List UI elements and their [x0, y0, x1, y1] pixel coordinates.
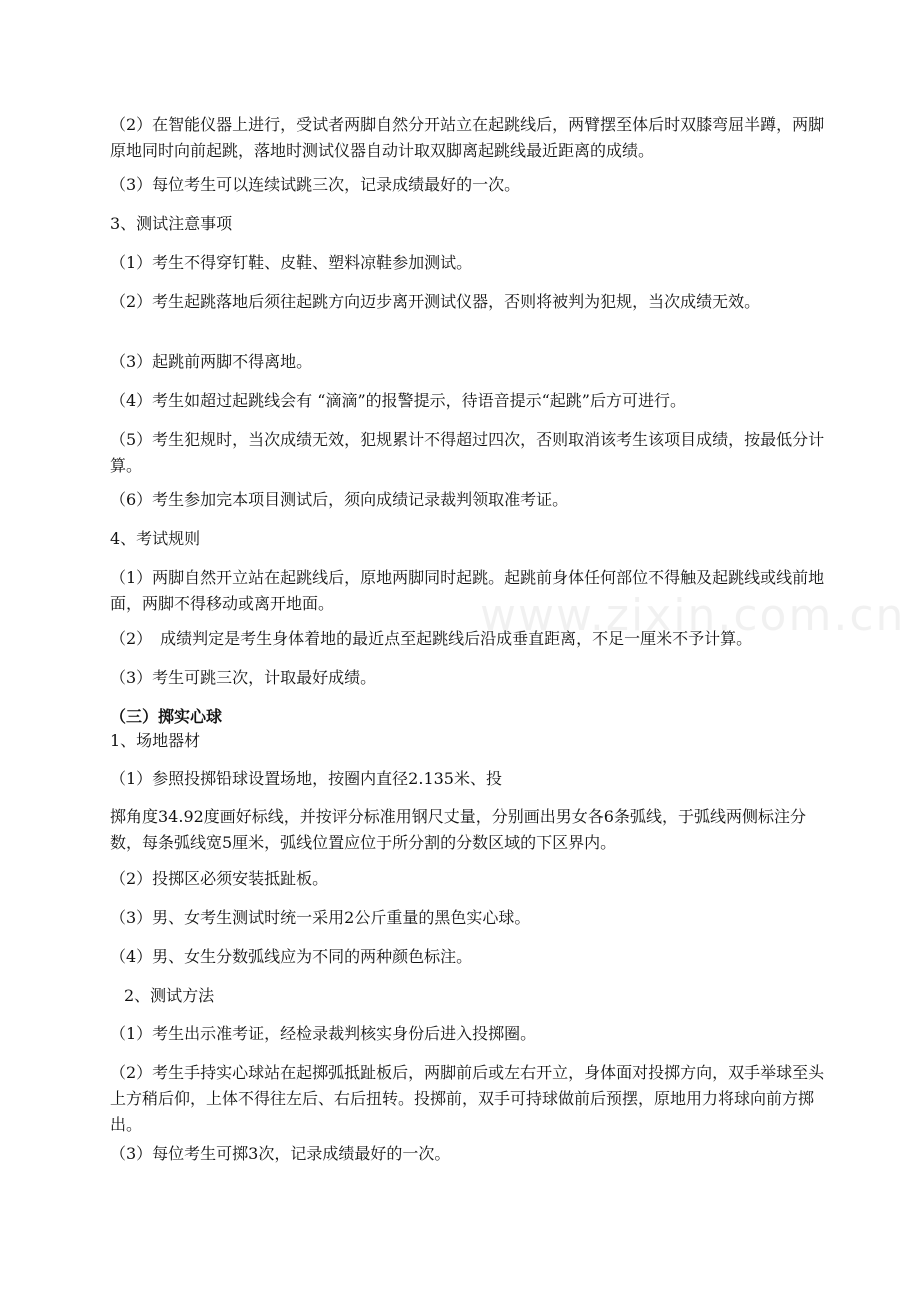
paragraph-notes-5: （5）考生犯规时，当次成绩无效，犯规累计不得超过四次，否则取消该考生该项目成绩，按最低分计算。 — [110, 430, 825, 475]
section-heading-test-notes: 3、测试注意事项 — [110, 214, 233, 233]
watermark: www.zixin.com.cn — [480, 590, 906, 641]
paragraph-method-3: （3）每位考生可掷3次，记录成绩最好的一次。 — [110, 1144, 451, 1163]
paragraph-notes-6: （6）考生参加完本项目测试后，须向成绩记录裁判领取准考证。 — [110, 490, 569, 509]
paragraph-notes-4: （4）考生如超过起跳线会有 “滴滴”的报警提示，待语音提示“起跳”后方可进行。 — [110, 391, 686, 410]
paragraph-notes-2: （2）考生起跳落地后须往起跳方向迈步离开测试仪器，否则将被判为犯规，当次成绩无效。 — [110, 292, 761, 311]
paragraph-notes-1: （1）考生不得穿钉鞋、皮鞋、塑料凉鞋参加测试。 — [110, 253, 473, 272]
paragraph-venue-3: （3）男、女考生测试时统一采用2公斤重量的黑色实心球。 — [110, 908, 531, 927]
paragraph-venue-2: （2）投掷区必须安装抵趾板。 — [110, 869, 329, 888]
paragraph-notes-3: （3）起跳前两脚不得离地。 — [110, 352, 313, 371]
paragraph-venue-1b: 掷角度34.92度画好标线，并按评分标准用钢尺丈量，分别画出男女各6条弧线，于弧线两侧标注分数，每条弧线宽5厘米，弧线位置应位于所分割的分数区域的下区界内。 — [110, 807, 806, 852]
section-heading-exam-rules: 4、考试规则 — [110, 529, 201, 548]
paragraph-venue-1a: （1）参照投掷铅球设置场地，按圈内直径2.135米、投 — [110, 769, 502, 788]
paragraph-venue-4: （4）男、女生分数弧线应为不同的两种颜色标注。 — [110, 947, 473, 966]
paragraph-method-1: （1）考生出示准考证，经检录裁判核实身份后进入投掷圈。 — [110, 1024, 537, 1043]
section-heading-venue-equipment: 1、场地器材 — [110, 731, 201, 750]
paragraph-rules-3: （3）考生可跳三次，计取最好成绩。 — [110, 668, 377, 687]
paragraph-rules-1: （1）两脚自然开立站在起跳线后，原地两脚同时起跳。起跳前身体任何部位不得触及起跳线或线前地面，两脚不得移动或离开地面。 — [110, 568, 825, 613]
paragraph-method-2: （2）考生手持实心球站在起掷弧抵趾板后，两脚前后或左右开立，身体面对投掷方向，双手举球至头上方稍后仰，上体不得往左后、右后扭转。投掷前，双手可持球做前后预摆，原地用力将球向前方掷出。 — [110, 1063, 825, 1134]
paragraph-jump-procedure-3: （3）每位考生可以连续试跳三次，记录成绩最好的一次。 — [110, 175, 521, 194]
paragraph-rules-2: （2） 成绩判定是考生身体着地的最近点至起跳线后沿成垂直距离，不足一厘米不予计算。 — [110, 629, 753, 648]
paragraph-jump-procedure-2: （2）在智能仪器上进行，受试者两脚自然分开站立在起跳线后，两臂摆至体后时双膝弯屈半蹲，两脚原地同时向前起跳，落地时测试仪器自动计取双脚离起跳线最近距离的成绩。 — [110, 115, 825, 160]
section-heading-test-method: 2、测试方法 — [124, 986, 215, 1005]
section-heading-medicine-ball: （三）掷实心球 — [110, 707, 223, 726]
